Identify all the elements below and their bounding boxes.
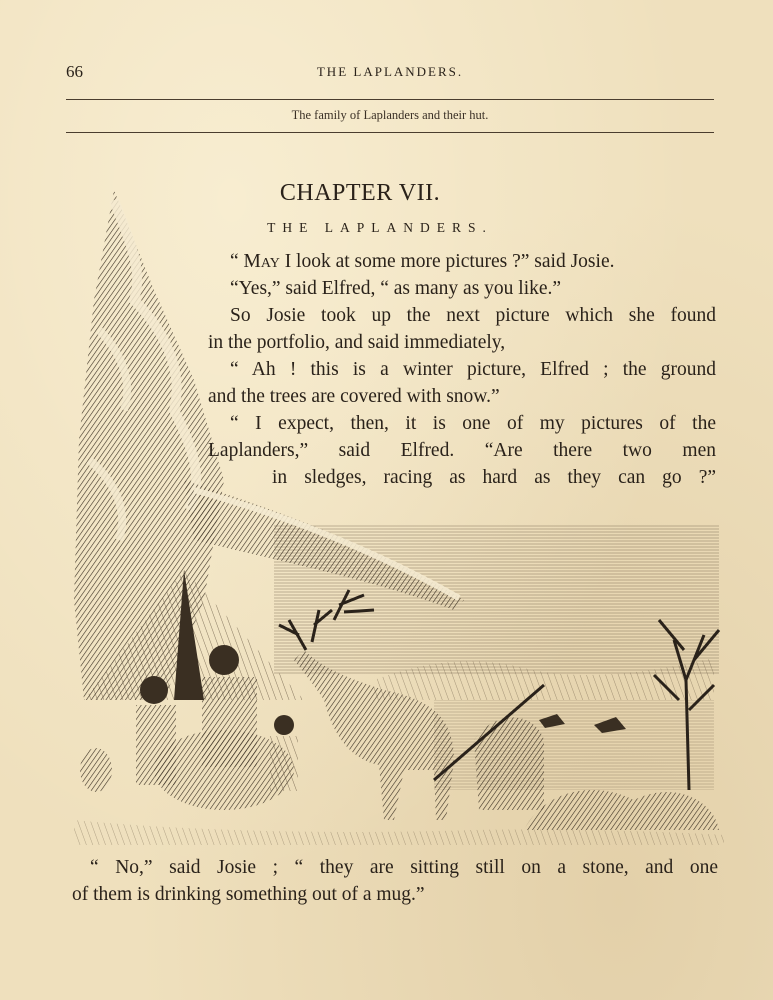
paragraph-line: “ I expect, then, it is one of my pictures of the [230,413,716,434]
paragraph-line: “ No,” said Josie ; “ they are sitting still on a stone, and one [90,857,718,878]
running-head: THE LAPLANDERS. [316,64,464,79]
chapter-subtitle: THE LAPLANDERS. [267,220,493,235]
smallcaps-word: May [243,251,280,272]
paragraph-line [230,248,614,275]
opening-quote: “ [230,251,244,272]
top-rule [66,99,714,100]
caption-rule [66,132,714,133]
paragraph-line: Laplanders,” said Elfred. “Are there two men [208,440,716,461]
paragraph-line: So Josie took up the next picture which she found [230,305,716,326]
page-number: 66 [66,62,83,81]
paragraph-line: in the portfolio, and said immediately, [208,332,506,353]
page-header [66,62,714,86]
paragraph-line: of them is drinking something out of a mug.” [72,884,425,905]
paragraph-text: I look at some more pictures ?” said Josie. [279,251,615,272]
paragraph-line: “Yes,” said Elfred, “ as many as you like.” [230,278,562,299]
chapter-title: CHAPTER VII. [279,180,441,206]
paragraph-line: in sledges, racing as hard as they can go ?” [272,467,716,488]
paragraph-line: and the trees are covered with snow.” [208,386,500,407]
illustration-caption: The family of Laplanders and their hut. [291,108,489,122]
paragraph-line: “ Ah ! this is a winter picture, Elfred ; the ground [230,359,716,380]
